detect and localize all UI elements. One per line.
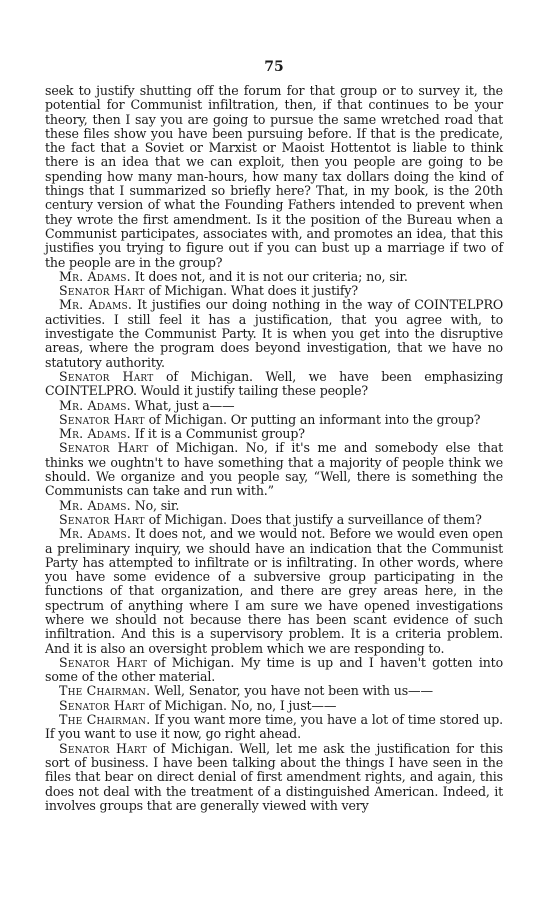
paragraph bbox=[45, 284, 503, 298]
paragraph bbox=[45, 270, 503, 284]
paragraph-text: No, sir. bbox=[134, 497, 180, 513]
paragraph-text: Well, Senator, you have not been with us—— bbox=[154, 683, 433, 699]
paragraph-text: of Michigan. Well, we have been emphasizing COINTELPRO. Would it justify tailing these people? bbox=[45, 368, 504, 399]
paragraph-text: of Michigan. Or putting an informant into the group? bbox=[148, 411, 481, 427]
paragraph bbox=[45, 499, 503, 513]
paragraph-text: of Michigan. My time is up and I haven't gotten into some of the other material. bbox=[45, 654, 504, 685]
transcript-body bbox=[45, 84, 503, 813]
paragraph-text: It does not, and we would not. Before we would even open a preliminary inquiry, we should have an indication that the Communist Party has attempted to infiltrate or is infiltrating. In other words, where you have some evidence of a subversive group participating in the functions of that organization, and there are grey areas here, in the spectrum of anything where I am sure we have opened investigations where we should not because there has been scant evidence of such infiltration. And this is a supervisory problem. It is a criteria problem. And it is also an oversight problem which we are responding to. bbox=[45, 526, 504, 656]
speaker-name: Senator Hart bbox=[59, 368, 154, 384]
paragraph-text: If it is a Communist group? bbox=[134, 426, 305, 442]
paragraph bbox=[45, 513, 503, 527]
paragraph-text: It does not, and it is not our criteria; no, sir. bbox=[134, 268, 408, 284]
paragraph-text: seek to justify shutting off the forum for that group or to survey it, the potential for Communist infiltration, then, if that continues to be your theory, then I say you are going to pursue the same wretched road that these files show you have been pursuing before. If that is the predicate, the fact that a Soviet or Marxist or Maoist Hottentot is liable to think there is an idea that we can exploit, then you people are going to be spending how many man-hours, how many tax dollars doing the kind of things that I summarized so briefly here? That, in my book, is the 20th century version of what the Founding Fathers intended to prevent when they wrote the first amendment. Is it the position of the Bureau when a Communist participates, associates with, and promotes an idea, that this justifies you trying to figure out if you can bust up a marriage if two of the people are in the group? bbox=[45, 83, 503, 270]
paragraph bbox=[45, 370, 503, 399]
paragraph-text: of Michigan. No, no, I just—— bbox=[148, 697, 337, 713]
paragraph bbox=[45, 427, 503, 441]
paragraph bbox=[45, 742, 503, 813]
paragraph bbox=[45, 399, 503, 413]
speaker-name: Senator Hart bbox=[59, 411, 145, 427]
speaker-name: The Chairman. bbox=[59, 712, 151, 728]
paragraph bbox=[45, 441, 503, 498]
document-page bbox=[45, 58, 503, 813]
paragraph bbox=[45, 656, 503, 685]
paragraph-text: It justifies our doing nothing in the way of COINTELPRO activities. I still feel it has a justification, that you agree with, to investigate the Communist Party. It is when you get into the disruptive areas, where the program does beyond investigation, that we have no statutory authority. bbox=[45, 297, 503, 370]
paragraph bbox=[45, 298, 503, 369]
speaker-name: Senator Hart bbox=[59, 654, 148, 670]
speaker-name: The Chairman. bbox=[59, 683, 151, 699]
speaker-name: Senator Hart bbox=[59, 511, 145, 527]
speaker-name: Mr. Adams. bbox=[59, 497, 131, 513]
paragraph bbox=[45, 699, 503, 713]
paragraph bbox=[45, 684, 503, 698]
paragraph-text: of Michigan. What does it justify? bbox=[148, 283, 358, 299]
speaker-name: Senator Hart bbox=[59, 283, 145, 299]
speaker-name: Senator Hart bbox=[59, 697, 145, 713]
speaker-name: Mr. Adams. bbox=[59, 397, 131, 413]
page-number: 75 bbox=[264, 59, 284, 75]
speaker-name: Mr. Adams. bbox=[59, 426, 131, 442]
paragraph-text: If you want more time, you have a lot of time stored up. If you want to use it now, go right ahead. bbox=[45, 712, 503, 742]
speaker-name: Mr. Adams. bbox=[59, 526, 132, 542]
paragraph-text: of Michigan. Does that justify a surveillance of them? bbox=[148, 511, 482, 527]
paragraph-text: What, just a—— bbox=[134, 397, 235, 413]
speaker-name: Mr. Adams. bbox=[59, 268, 131, 284]
paragraph-text: of Michigan. Well, let me ask the justification for this sort of business. I have been talking about the things I have seen in the files that bear on direct denial of first amendment rights, and again, this does not deal with the treatment of a distinguished American. Indeed, it involves groups that are generally viewed with very bbox=[45, 740, 503, 813]
paragraph-text: of Michigan. No, if it's me and somebody else that thinks we oughtn't to have something that a majority of people think we should. We organize and you people say, “Well, there is something the Communists can take and run with.” bbox=[45, 440, 504, 499]
speaker-name: Senator Hart bbox=[59, 440, 149, 456]
paragraph bbox=[45, 413, 503, 427]
paragraph bbox=[45, 84, 503, 270]
speaker-name: Mr. Adams. bbox=[59, 297, 133, 313]
paragraph bbox=[45, 713, 503, 742]
paragraph bbox=[45, 527, 503, 656]
speaker-name: Senator Hart bbox=[59, 740, 147, 756]
